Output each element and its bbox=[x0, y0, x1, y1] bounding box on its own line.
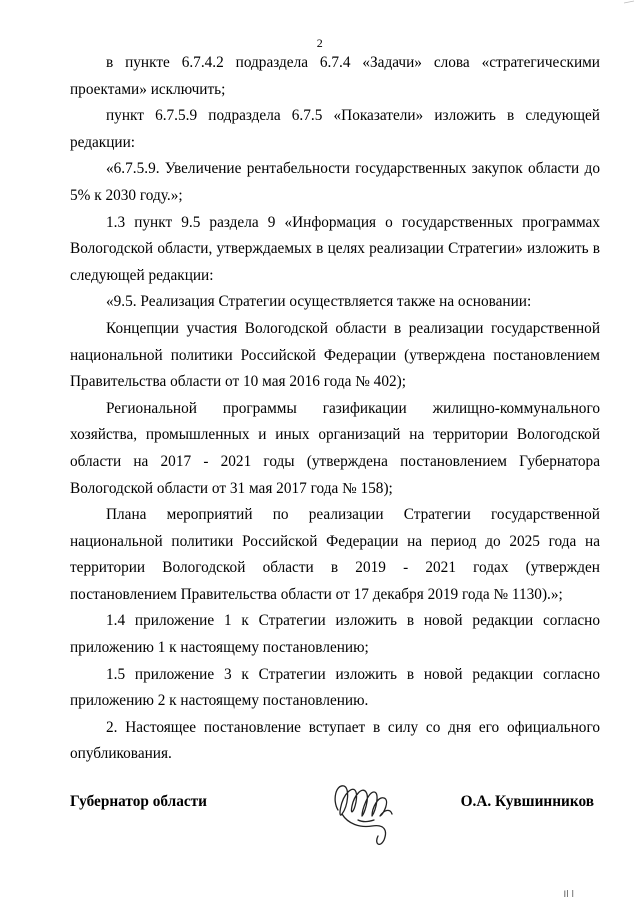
paragraph-item-9-5: «9.5. Реализация Стратегии осуществляется также на основании: bbox=[106, 293, 532, 311]
paragraph-item-1-3: 1.3 пункт 9.5 раздела 9 «Информация о государственных программах Вологодской области, утверждаемых в целях реализации Стратегии» изложить в следующей редакции: bbox=[70, 213, 600, 284]
paragraph-gas-program: Региональной программы газификации жилищно-коммунального хозяйства, промышленных и иных организаций на территории Вологодской области на 2017 - 2021 годы (утверждена постановлением Губернатора Вологодской области от 31 мая 2017 года № 158); bbox=[70, 399, 600, 497]
document-body bbox=[70, 50, 600, 768]
paragraph-item-6759-text: «6.7.5.9. Увеличение рентабельности государственных закупок области до 5% к 2030 году.»; bbox=[70, 160, 600, 204]
paragraph-item-6759-intro: пункт 6.7.5.9 подраздела 6.7.5 «Показатели» изложить в следующей редакции: bbox=[70, 107, 600, 151]
paragraph-action-plan: Плана мероприятий по реализации Стратегии государственной национальной политики Российской Федерации на период до 2025 года на территории Вологодской области в 2019 - 2021 годах (утвержден постановлением Правительства области от 17 декабря 2019 года № 1130).»; bbox=[70, 506, 600, 603]
handwritten-signature-icon bbox=[328, 770, 402, 852]
corner-mark: Il l bbox=[563, 890, 574, 900]
paragraph-item-1-4: 1.4 приложение 1 к Стратегии изложить в новой редакции согласно приложению 1 к настоящему постановлению; bbox=[70, 612, 600, 657]
page-number: 2 bbox=[316, 36, 324, 50]
paragraph-item-1-5: 1.5 приложение 3 к Стратегии изложить в новой редакции согласно приложению 2 к настоящему постановлению. bbox=[70, 665, 600, 710]
signature-block bbox=[70, 790, 600, 850]
corner-mark-icon bbox=[622, 0, 636, 4]
paragraph-item-2: 2. Настоящее постановление вступает в силу со дня его официального опубликования. bbox=[70, 718, 600, 763]
signatory-position: Губернатор области bbox=[70, 793, 207, 810]
paragraph-item-6742: в пункте 6.7.4.2 подраздела 6.7.4 «Задачи» слова «стратегическими проектами» исключить; bbox=[70, 54, 600, 98]
paragraph-concept: Концепции участия Вологодской области в реализации государственной национальной политики Российской Федерации (утверждена постановлением Правительства области от 10 мая 2016 года № 402); bbox=[70, 319, 600, 391]
signatory-name: О.А. Кувшинников bbox=[460, 793, 594, 810]
